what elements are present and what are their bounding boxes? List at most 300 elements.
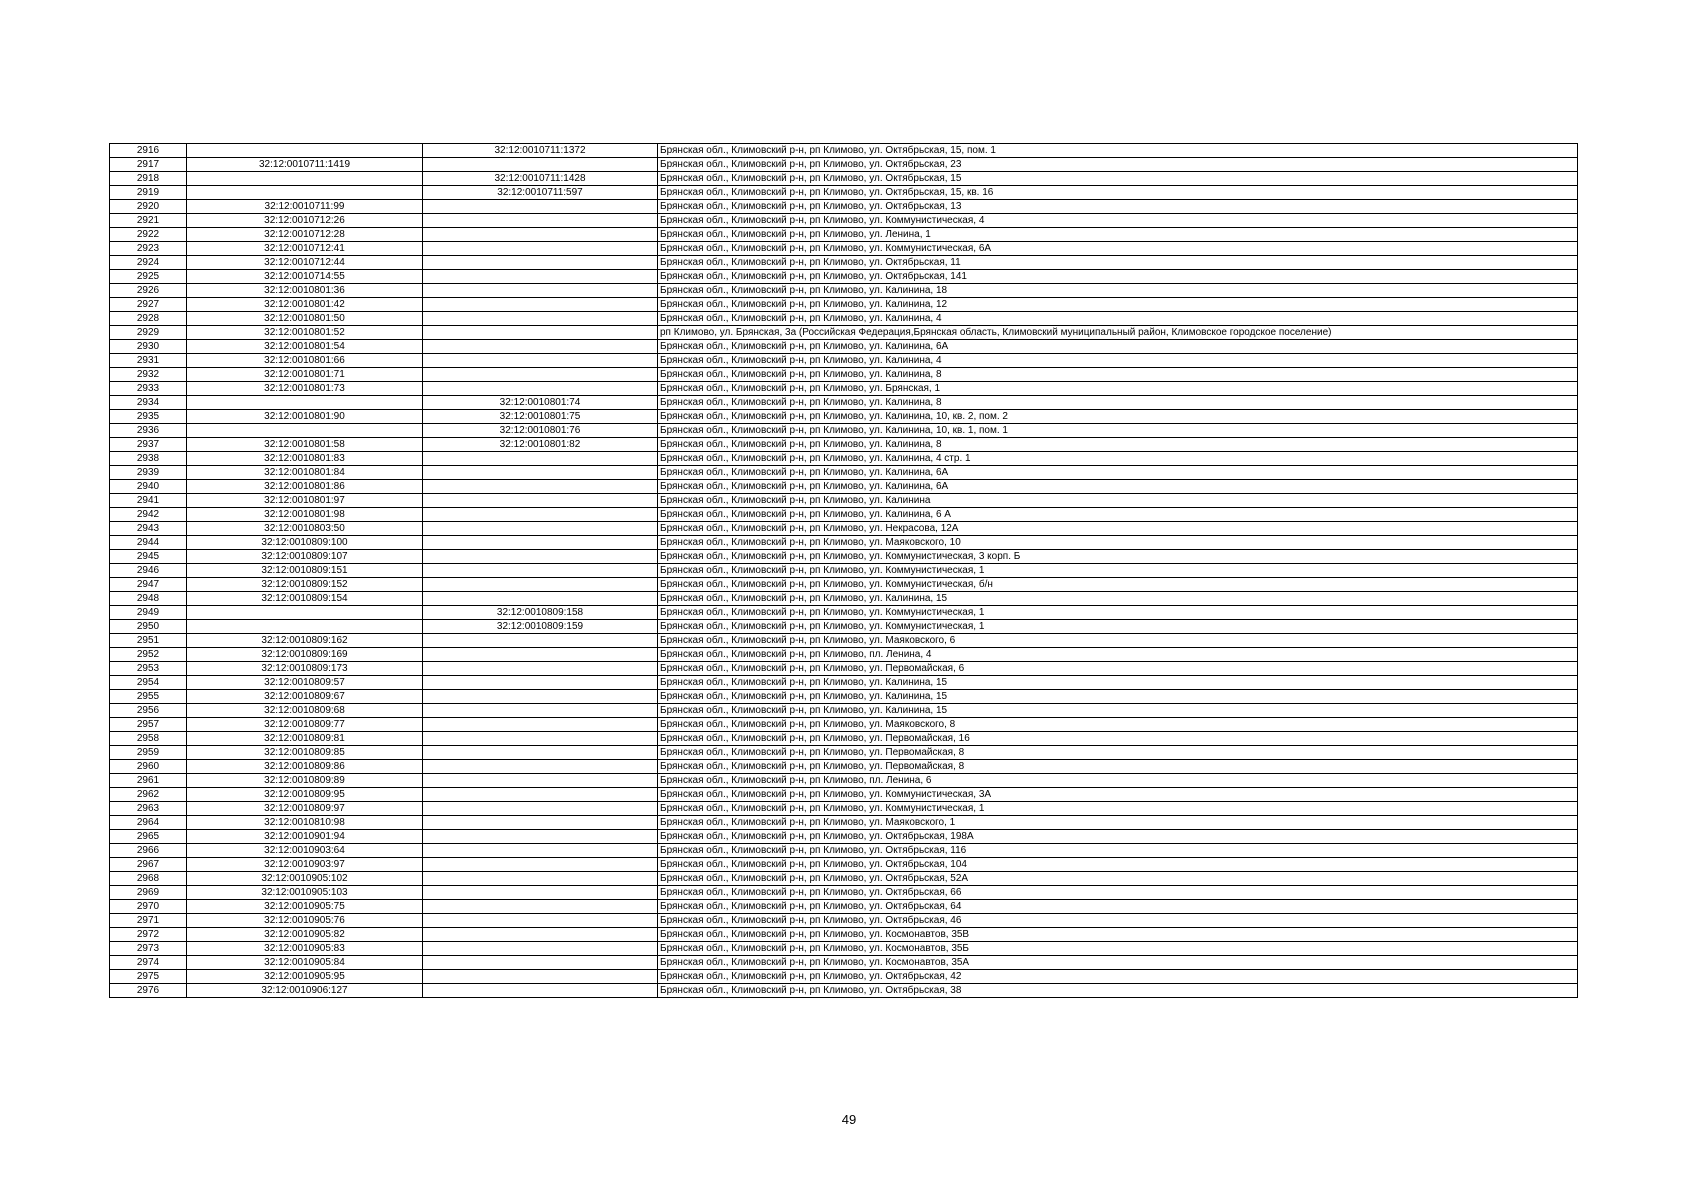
building-cadastral-number-cell: 32:12:0010801:76 — [423, 424, 658, 438]
building-cadastral-number-cell — [423, 746, 658, 760]
cadastral-number-cell: 32:12:0010801:52 — [187, 326, 423, 340]
address-cell: Брянская обл., Климовский р-н, рп Климово, ул. Октябрьская, 66 — [658, 886, 1578, 900]
address-cell: Брянская обл., Климовский р-н, рп Климово, ул. Калинина, 8 — [658, 368, 1578, 382]
row-number-cell: 2925 — [110, 270, 187, 284]
cadastral-number-cell: 32:12:0010901:94 — [187, 830, 423, 844]
table-row — [110, 606, 1578, 620]
cadastral-number-cell: 32:12:0010809:68 — [187, 704, 423, 718]
building-cadastral-number-cell — [423, 984, 658, 998]
address-cell: Брянская обл., Климовский р-н, рп Климово, ул. Коммунистическая, 1 — [658, 606, 1578, 620]
address-cell: Брянская обл., Климовский р-н, рп Климово, ул. Маяковского, 6 — [658, 634, 1578, 648]
row-number-cell: 2967 — [110, 858, 187, 872]
row-number-cell: 2920 — [110, 200, 187, 214]
building-cadastral-number-cell — [423, 536, 658, 550]
building-cadastral-number-cell — [423, 340, 658, 354]
address-cell: Брянская обл., Климовский р-н, рп Климово, ул. Калинина, 15 — [658, 704, 1578, 718]
cadastral-number-cell: 32:12:0010905:83 — [187, 942, 423, 956]
building-cadastral-number-cell — [423, 382, 658, 396]
row-number-cell: 2953 — [110, 662, 187, 676]
cadastral-number-cell: 32:12:0010809:173 — [187, 662, 423, 676]
cadastral-number-cell: 32:12:0010905:95 — [187, 970, 423, 984]
table-row — [110, 844, 1578, 858]
table-row — [110, 858, 1578, 872]
building-cadastral-number-cell — [423, 312, 658, 326]
table-row — [110, 690, 1578, 704]
row-number-cell: 2951 — [110, 634, 187, 648]
row-number-cell: 2938 — [110, 452, 187, 466]
table-row — [110, 592, 1578, 606]
cadastral-number-cell: 32:12:0010809:57 — [187, 676, 423, 690]
row-number-cell: 2935 — [110, 410, 187, 424]
row-number-cell: 2954 — [110, 676, 187, 690]
row-number-cell: 2946 — [110, 564, 187, 578]
row-number-cell: 2941 — [110, 494, 187, 508]
cadastral-number-cell: 32:12:0010809:85 — [187, 746, 423, 760]
row-number-cell: 2932 — [110, 368, 187, 382]
building-cadastral-number-cell — [423, 872, 658, 886]
row-number-cell: 2968 — [110, 872, 187, 886]
table-row — [110, 564, 1578, 578]
address-cell: Брянская обл., Климовский р-н, рп Климово, ул. Первомайская, 8 — [658, 746, 1578, 760]
building-cadastral-number-cell — [423, 760, 658, 774]
cadastral-number-cell: 32:12:0010712:26 — [187, 214, 423, 228]
building-cadastral-number-cell — [423, 886, 658, 900]
table-row — [110, 760, 1578, 774]
building-cadastral-number-cell — [423, 592, 658, 606]
address-cell: Брянская обл., Климовский р-н, рп Климово, ул. Октябрьская, 64 — [658, 900, 1578, 914]
row-number-cell: 2973 — [110, 942, 187, 956]
address-cell: Брянская обл., Климовский р-н, рп Климово, ул. Ленина, 1 — [658, 228, 1578, 242]
cadastral-number-cell: 32:12:0010905:84 — [187, 956, 423, 970]
table-row — [110, 340, 1578, 354]
building-cadastral-number-cell — [423, 858, 658, 872]
address-cell: Брянская обл., Климовский р-н, рп Климово, ул. Октябрьская, 116 — [658, 844, 1578, 858]
table-row — [110, 830, 1578, 844]
address-cell: Брянская обл., Климовский р-н, рп Климово, ул. Калинина, 6А — [658, 340, 1578, 354]
table-row — [110, 228, 1578, 242]
table-row — [110, 788, 1578, 802]
row-number-cell: 2972 — [110, 928, 187, 942]
row-number-cell: 2950 — [110, 620, 187, 634]
row-number-cell: 2919 — [110, 186, 187, 200]
table-row — [110, 620, 1578, 634]
row-number-cell: 2921 — [110, 214, 187, 228]
row-number-cell: 2923 — [110, 242, 187, 256]
table-body — [110, 144, 1578, 998]
cadastral-number-cell: 32:12:0010711:99 — [187, 200, 423, 214]
table-row — [110, 676, 1578, 690]
building-cadastral-number-cell — [423, 354, 658, 368]
cadastral-number-cell: 32:12:0010801:71 — [187, 368, 423, 382]
cadastral-number-cell: 32:12:0010809:86 — [187, 760, 423, 774]
address-cell: Брянская обл., Климовский р-н, рп Климово, ул. Калинина, 6 А — [658, 508, 1578, 522]
cadastral-number-cell: 32:12:0010809:97 — [187, 802, 423, 816]
row-number-cell: 2936 — [110, 424, 187, 438]
address-cell: Брянская обл., Климовский р-н, рп Климово, ул. Первомайская, 6 — [658, 662, 1578, 676]
cadastral-number-cell: 32:12:0010809:95 — [187, 788, 423, 802]
address-cell: Брянская обл., Климовский р-н, рп Климово, ул. Октябрьская, 42 — [658, 970, 1578, 984]
row-number-cell: 2924 — [110, 256, 187, 270]
row-number-cell: 2940 — [110, 480, 187, 494]
cadastral-number-cell: 32:12:0010905:102 — [187, 872, 423, 886]
table-row — [110, 886, 1578, 900]
row-number-cell: 2944 — [110, 536, 187, 550]
cadastral-number-cell: 32:12:0010801:54 — [187, 340, 423, 354]
table-row — [110, 326, 1578, 340]
table-row — [110, 368, 1578, 382]
table-row — [110, 900, 1578, 914]
row-number-cell: 2934 — [110, 396, 187, 410]
address-cell: Брянская обл., Климовский р-н, рп Климово, ул. Первомайская, 16 — [658, 732, 1578, 746]
table-row — [110, 802, 1578, 816]
table-row — [110, 914, 1578, 928]
cadastral-number-cell: 32:12:0010809:89 — [187, 774, 423, 788]
row-number-cell: 2930 — [110, 340, 187, 354]
row-number-cell: 2963 — [110, 802, 187, 816]
building-cadastral-number-cell — [423, 326, 658, 340]
table-row — [110, 284, 1578, 298]
table-row — [110, 242, 1578, 256]
building-cadastral-number-cell — [423, 830, 658, 844]
table-row — [110, 452, 1578, 466]
row-number-cell: 2960 — [110, 760, 187, 774]
row-number-cell: 2927 — [110, 298, 187, 312]
address-cell: Брянская обл., Климовский р-н, рп Климово, ул. Калинина, 12 — [658, 298, 1578, 312]
address-cell: Брянская обл., Климовский р-н, рп Климово, ул. Коммунистическая, 1 — [658, 620, 1578, 634]
table-row — [110, 312, 1578, 326]
row-number-cell: 2965 — [110, 830, 187, 844]
cadastral-number-cell: 32:12:0010903:64 — [187, 844, 423, 858]
building-cadastral-number-cell — [423, 466, 658, 480]
address-cell: Брянская обл., Климовский р-н, рп Климово, ул. Калинина, 15 — [658, 676, 1578, 690]
building-cadastral-number-cell — [423, 774, 658, 788]
cadastral-number-cell: 32:12:0010712:41 — [187, 242, 423, 256]
address-cell: Брянская обл., Климовский р-н, рп Климово, ул. Калинина, 4 — [658, 312, 1578, 326]
address-cell: Брянская обл., Климовский р-н, рп Климово, ул. Маяковского, 8 — [658, 718, 1578, 732]
row-number-cell: 2947 — [110, 578, 187, 592]
cadastral-number-cell: 32:12:0010712:28 — [187, 228, 423, 242]
address-cell: Брянская обл., Климовский р-н, рп Климово, ул. Калинина — [658, 494, 1578, 508]
cadastral-number-cell: 32:12:0010801:42 — [187, 298, 423, 312]
building-cadastral-number-cell — [423, 914, 658, 928]
row-number-cell: 2952 — [110, 648, 187, 662]
building-cadastral-number-cell — [423, 816, 658, 830]
address-cell: рп Климово, ул. Брянская, 3а (Российская Федерация,Брянская область, Климовский муниципальный район, Климовское городское поселение) — [658, 326, 1578, 340]
building-cadastral-number-cell — [423, 298, 658, 312]
address-cell: Брянская обл., Климовский р-н, рп Климово, ул. Октябрьская, 23 — [658, 158, 1578, 172]
building-cadastral-number-cell — [423, 970, 658, 984]
cadastral-number-cell — [187, 186, 423, 200]
row-number-cell: 2949 — [110, 606, 187, 620]
table-row — [110, 970, 1578, 984]
building-cadastral-number-cell — [423, 662, 658, 676]
row-number-cell: 2942 — [110, 508, 187, 522]
address-cell: Брянская обл., Климовский р-н, рп Климово, ул. Октябрьская, 198А — [658, 830, 1578, 844]
row-number-cell: 2975 — [110, 970, 187, 984]
cadastral-number-cell: 32:12:0010801:83 — [187, 452, 423, 466]
building-cadastral-number-cell: 32:12:0010809:158 — [423, 606, 658, 620]
table-row — [110, 186, 1578, 200]
table-row — [110, 774, 1578, 788]
address-cell: Брянская обл., Климовский р-н, рп Климово, ул. Коммунистическая, 4 — [658, 214, 1578, 228]
building-cadastral-number-cell: 32:12:0010711:597 — [423, 186, 658, 200]
building-cadastral-number-cell: 32:12:0010801:82 — [423, 438, 658, 452]
cadastral-number-cell: 32:12:0010711:1419 — [187, 158, 423, 172]
building-cadastral-number-cell — [423, 200, 658, 214]
address-cell: Брянская обл., Климовский р-н, рп Климово, пл. Ленина, 6 — [658, 774, 1578, 788]
building-cadastral-number-cell — [423, 228, 658, 242]
cadastral-number-cell: 32:12:0010809:100 — [187, 536, 423, 550]
table-row — [110, 746, 1578, 760]
row-number-cell: 2961 — [110, 774, 187, 788]
cadastral-number-cell — [187, 424, 423, 438]
table-row — [110, 424, 1578, 438]
cadastral-number-cell: 32:12:0010809:151 — [187, 564, 423, 578]
building-cadastral-number-cell: 32:12:0010711:1372 — [423, 144, 658, 158]
cadastral-number-cell: 32:12:0010801:58 — [187, 438, 423, 452]
row-number-cell: 2971 — [110, 914, 187, 928]
address-cell: Брянская обл., Климовский р-н, рп Климово, ул. Коммунистическая, 3 корп. Б — [658, 550, 1578, 564]
cadastral-number-cell: 32:12:0010809:67 — [187, 690, 423, 704]
row-number-cell: 2948 — [110, 592, 187, 606]
building-cadastral-number-cell — [423, 508, 658, 522]
address-cell: Брянская обл., Климовский р-н, рп Климово, ул. Первомайская, 8 — [658, 760, 1578, 774]
row-number-cell: 2974 — [110, 956, 187, 970]
cadastral-number-cell: 32:12:0010801:97 — [187, 494, 423, 508]
address-cell: Брянская обл., Климовский р-н, рп Климово, ул. Калинина, 4 стр. 1 — [658, 452, 1578, 466]
table-row — [110, 872, 1578, 886]
address-cell: Брянская обл., Климовский р-н, рп Климово, ул. Октябрьская, 38 — [658, 984, 1578, 998]
table-row — [110, 438, 1578, 452]
table-row — [110, 382, 1578, 396]
cadastral-number-cell: 32:12:0010801:50 — [187, 312, 423, 326]
cadastral-number-cell: 32:12:0010809:77 — [187, 718, 423, 732]
building-cadastral-number-cell — [423, 634, 658, 648]
cadastral-number-cell: 32:12:0010803:50 — [187, 522, 423, 536]
cadastral-number-cell — [187, 606, 423, 620]
building-cadastral-number-cell: 32:12:0010809:159 — [423, 620, 658, 634]
table-row — [110, 984, 1578, 998]
property-table — [109, 143, 1578, 998]
cadastral-number-cell — [187, 144, 423, 158]
address-cell: Брянская обл., Климовский р-н, рп Климово, ул. Калинина, 10, кв. 2, пом. 2 — [658, 410, 1578, 424]
table-row — [110, 256, 1578, 270]
table-row — [110, 942, 1578, 956]
cadastral-number-cell: 32:12:0010809:162 — [187, 634, 423, 648]
address-cell: Брянская обл., Климовский р-н, рп Климово, ул. Калинина, 6А — [658, 480, 1578, 494]
building-cadastral-number-cell — [423, 214, 658, 228]
building-cadastral-number-cell — [423, 718, 658, 732]
address-cell: Брянская обл., Климовский р-н, рп Климово, ул. Коммунистическая, 1 — [658, 802, 1578, 816]
building-cadastral-number-cell — [423, 802, 658, 816]
table-row — [110, 354, 1578, 368]
row-number-cell: 2939 — [110, 466, 187, 480]
table-row — [110, 298, 1578, 312]
address-cell: Брянская обл., Климовский р-н, рп Климово, ул. Маяковского, 10 — [658, 536, 1578, 550]
cadastral-number-cell: 32:12:0010809:107 — [187, 550, 423, 564]
building-cadastral-number-cell — [423, 942, 658, 956]
building-cadastral-number-cell — [423, 564, 658, 578]
cadastral-number-cell: 32:12:0010801:84 — [187, 466, 423, 480]
row-number-cell: 2958 — [110, 732, 187, 746]
building-cadastral-number-cell — [423, 550, 658, 564]
address-cell: Брянская обл., Климовский р-н, рп Климово, ул. Калинина, 8 — [658, 396, 1578, 410]
cadastral-number-cell: 32:12:0010801:90 — [187, 410, 423, 424]
building-cadastral-number-cell — [423, 494, 658, 508]
table-row — [110, 578, 1578, 592]
cadastral-number-cell: 32:12:0010801:98 — [187, 508, 423, 522]
table-row — [110, 144, 1578, 158]
cadastral-number-cell — [187, 620, 423, 634]
cadastral-number-cell: 32:12:0010801:86 — [187, 480, 423, 494]
building-cadastral-number-cell — [423, 284, 658, 298]
address-cell: Брянская обл., Климовский р-н, рп Климово, ул. Космонавтов, 35Б — [658, 942, 1578, 956]
address-cell: Брянская обл., Климовский р-н, рп Климово, ул. Калинина, 4 — [658, 354, 1578, 368]
row-number-cell: 2955 — [110, 690, 187, 704]
building-cadastral-number-cell — [423, 522, 658, 536]
building-cadastral-number-cell — [423, 788, 658, 802]
building-cadastral-number-cell — [423, 158, 658, 172]
row-number-cell: 2970 — [110, 900, 187, 914]
building-cadastral-number-cell: 32:12:0010801:74 — [423, 396, 658, 410]
address-cell: Брянская обл., Климовский р-н, рп Климово, ул. Калинина, 15 — [658, 690, 1578, 704]
address-cell: Брянская обл., Климовский р-н, рп Климово, ул. Коммунистическая, б/н — [658, 578, 1578, 592]
building-cadastral-number-cell — [423, 256, 658, 270]
row-number-cell: 2929 — [110, 326, 187, 340]
cadastral-number-cell: 32:12:0010905:76 — [187, 914, 423, 928]
building-cadastral-number-cell — [423, 648, 658, 662]
table-row — [110, 396, 1578, 410]
table-row — [110, 200, 1578, 214]
building-cadastral-number-cell — [423, 704, 658, 718]
address-cell: Брянская обл., Климовский р-н, рп Климово, ул. Калинина, 15 — [658, 592, 1578, 606]
table-row — [110, 928, 1578, 942]
row-number-cell: 2962 — [110, 788, 187, 802]
row-number-cell: 2916 — [110, 144, 187, 158]
building-cadastral-number-cell — [423, 368, 658, 382]
row-number-cell: 2918 — [110, 172, 187, 186]
address-cell: Брянская обл., Климовский р-н, рп Климово, ул. Октябрьская, 11 — [658, 256, 1578, 270]
row-number-cell: 2966 — [110, 844, 187, 858]
address-cell: Брянская обл., Климовский р-н, рп Климово, ул. Октябрьская, 141 — [658, 270, 1578, 284]
address-cell: Брянская обл., Климовский р-н, рп Климово, ул. Некрасова, 12А — [658, 522, 1578, 536]
building-cadastral-number-cell — [423, 242, 658, 256]
table-row — [110, 550, 1578, 564]
cadastral-number-cell: 32:12:0010810:98 — [187, 816, 423, 830]
address-cell: Брянская обл., Климовский р-н, рп Климово, ул. Октябрьская, 46 — [658, 914, 1578, 928]
building-cadastral-number-cell — [423, 690, 658, 704]
cadastral-number-cell: 32:12:0010905:82 — [187, 928, 423, 942]
address-cell: Брянская обл., Климовский р-н, рп Климово, ул. Коммунистическая, 1 — [658, 564, 1578, 578]
table-row — [110, 410, 1578, 424]
cadastral-number-cell: 32:12:0010809:81 — [187, 732, 423, 746]
address-cell: Брянская обл., Климовский р-н, рп Климово, ул. Калинина, 18 — [658, 284, 1578, 298]
address-cell: Брянская обл., Климовский р-н, рп Климово, ул. Брянская, 1 — [658, 382, 1578, 396]
table-row — [110, 522, 1578, 536]
cadastral-number-cell — [187, 396, 423, 410]
building-cadastral-number-cell — [423, 844, 658, 858]
cadastral-number-cell: 32:12:0010801:73 — [187, 382, 423, 396]
address-cell: Брянская обл., Климовский р-н, рп Климово, ул. Космонавтов, 35А — [658, 956, 1578, 970]
address-cell: Брянская обл., Климовский р-н, рп Климово, ул. Октябрьская, 15, кв. 16 — [658, 186, 1578, 200]
address-cell: Брянская обл., Климовский р-н, рп Климово, ул. Коммунистическая, 6А — [658, 242, 1578, 256]
page-number: 49 — [841, 1112, 857, 1127]
address-cell: Брянская обл., Климовский р-н, рп Климово, ул. Калинина, 10, кв. 1, пом. 1 — [658, 424, 1578, 438]
row-number-cell: 2926 — [110, 284, 187, 298]
row-number-cell: 2943 — [110, 522, 187, 536]
table-row — [110, 172, 1578, 186]
building-cadastral-number-cell — [423, 676, 658, 690]
row-number-cell: 2931 — [110, 354, 187, 368]
table-row — [110, 648, 1578, 662]
row-number-cell: 2945 — [110, 550, 187, 564]
building-cadastral-number-cell — [423, 956, 658, 970]
row-number-cell: 2959 — [110, 746, 187, 760]
table-row — [110, 214, 1578, 228]
table-row — [110, 718, 1578, 732]
address-cell: Брянская обл., Климовский р-н, рп Климово, ул. Октябрьская, 52А — [658, 872, 1578, 886]
row-number-cell: 2933 — [110, 382, 187, 396]
building-cadastral-number-cell — [423, 270, 658, 284]
cadastral-number-cell: 32:12:0010906:127 — [187, 984, 423, 998]
row-number-cell: 2917 — [110, 158, 187, 172]
building-cadastral-number-cell — [423, 928, 658, 942]
cadastral-number-cell: 32:12:0010903:97 — [187, 858, 423, 872]
building-cadastral-number-cell: 32:12:0010801:75 — [423, 410, 658, 424]
table-row — [110, 494, 1578, 508]
table-row — [110, 536, 1578, 550]
address-cell: Брянская обл., Климовский р-н, рп Климово, ул. Космонавтов, 35В — [658, 928, 1578, 942]
row-number-cell: 2928 — [110, 312, 187, 326]
row-number-cell: 2937 — [110, 438, 187, 452]
table-row — [110, 956, 1578, 970]
address-cell: Брянская обл., Климовский р-н, рп Климово, ул. Маяковского, 1 — [658, 816, 1578, 830]
building-cadastral-number-cell — [423, 452, 658, 466]
row-number-cell: 2922 — [110, 228, 187, 242]
row-number-cell: 2964 — [110, 816, 187, 830]
row-number-cell: 2957 — [110, 718, 187, 732]
building-cadastral-number-cell — [423, 480, 658, 494]
row-number-cell: 2969 — [110, 886, 187, 900]
cadastral-number-cell: 32:12:0010714:55 — [187, 270, 423, 284]
address-cell: Брянская обл., Климовский р-н, рп Климово, ул. Октябрьская, 15, пом. 1 — [658, 144, 1578, 158]
cadastral-number-cell: 32:12:0010809:152 — [187, 578, 423, 592]
table-row — [110, 732, 1578, 746]
building-cadastral-number-cell — [423, 732, 658, 746]
table-row — [110, 466, 1578, 480]
address-cell: Брянская обл., Климовский р-н, рп Климово, ул. Калинина, 8 — [658, 438, 1578, 452]
cadastral-number-cell: 32:12:0010801:66 — [187, 354, 423, 368]
row-number-cell: 2976 — [110, 984, 187, 998]
table-row — [110, 270, 1578, 284]
table-row — [110, 158, 1578, 172]
table-row — [110, 508, 1578, 522]
address-cell: Брянская обл., Климовский р-н, рп Климово, пл. Ленина, 4 — [658, 648, 1578, 662]
address-cell: Брянская обл., Климовский р-н, рп Климово, ул. Октябрьская, 104 — [658, 858, 1578, 872]
cadastral-number-cell: 32:12:0010801:36 — [187, 284, 423, 298]
cadastral-number-cell: 32:12:0010712:44 — [187, 256, 423, 270]
table-row — [110, 480, 1578, 494]
table-row — [110, 634, 1578, 648]
building-cadastral-number-cell — [423, 900, 658, 914]
table-row — [110, 816, 1578, 830]
cadastral-number-cell: 32:12:0010809:169 — [187, 648, 423, 662]
address-cell: Брянская обл., Климовский р-н, рп Климово, ул. Калинина, 6А — [658, 466, 1578, 480]
cadastral-number-cell: 32:12:0010905:75 — [187, 900, 423, 914]
address-cell: Брянская обл., Климовский р-н, рп Климово, ул. Октябрьская, 13 — [658, 200, 1578, 214]
address-cell: Брянская обл., Климовский р-н, рп Климово, ул. Коммунистическая, 3А — [658, 788, 1578, 802]
building-cadastral-number-cell — [423, 578, 658, 592]
